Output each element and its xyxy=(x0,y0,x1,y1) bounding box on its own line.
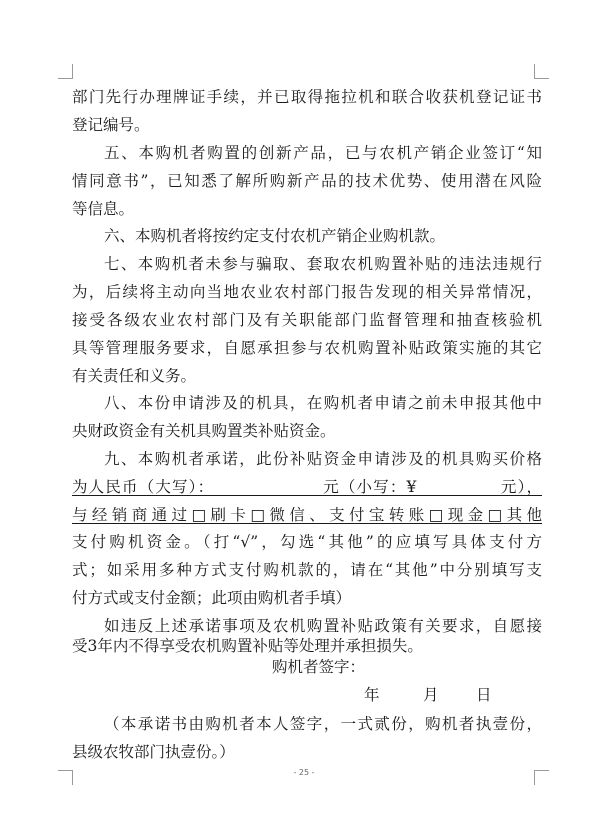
body-line: 受3年内不得享受农机购置补贴等处理并承担损失。 xyxy=(72,637,423,655)
clause-eight-line: 八、本份申请涉及的机具，在购机者申请之前未申报其他中 xyxy=(104,394,542,412)
body-line: 支付购机资金。（打“√”，勾选“其他”的应填写具体支付方 xyxy=(72,533,542,551)
clause-nine-line: 九、本购机者承诺，此份补贴资金申请涉及的机具购买价格 xyxy=(104,450,542,468)
crop-mark-top-left xyxy=(58,64,73,79)
body-line: 登记编号。 xyxy=(72,116,150,134)
closing-line: 如违反上述承诺事项及农机购置补贴政策有关要求，自愿接 xyxy=(104,617,542,635)
signature-label: 购机者签字： xyxy=(272,658,366,676)
body-line: 为，后续将主动向当地农业农村部门报告发现的相关异常情况， xyxy=(72,283,542,301)
body-line: 具等管理服务要求，自愿承担参与农机购置补贴政策实施的其它 xyxy=(72,339,542,357)
date-year: 年 xyxy=(364,686,380,704)
note-line: （本承诺书由购机者本人签字，一式贰份，购机者执壹份， xyxy=(104,715,542,733)
crop-mark-top-right xyxy=(534,64,549,79)
price-fill-line: 为人民币（大写）： 元（小写：¥ 元）， xyxy=(72,478,542,496)
page-number: - 25 - xyxy=(293,768,315,777)
payment-method-line: 与经销商通过□刷卡□微信、支付宝转账□现金□其他 xyxy=(72,506,542,524)
body-line: 接受各级农业农村部门及有关职能部门监督管理和抽查核验机 xyxy=(72,311,542,329)
body-line: 情同意书”，已知悉了解所购新产品的技术优势、使用潜在风险 xyxy=(72,172,542,190)
body-line: 央财政资金有关机具购置类补贴资金。 xyxy=(72,422,336,440)
body-line: 等信息。 xyxy=(72,200,135,218)
clause-six-line: 六、本购机者将按约定支付农机产销企业购机款。 xyxy=(104,227,446,245)
body-line: 有关责任和义务。 xyxy=(72,367,197,385)
body-line: 部门先行办理牌证手续，并已取得拖拉机和联合收获机登记证书 xyxy=(72,88,542,106)
note-line: 县级农牧部门执壹份。） xyxy=(72,743,235,761)
body-line: 式；如采用多种方式支付购机款的，请在“其他”中分别填写支 xyxy=(72,561,542,579)
clause-seven-line: 七、本购机者未参与骗取、套取农机购置补贴的违法违规行 xyxy=(104,255,542,273)
date-month: 月 xyxy=(423,686,439,704)
body-line: 付方式或支付金额；此项由购机者手填） xyxy=(72,589,352,607)
date-day: 日 xyxy=(476,686,492,704)
clause-five-line: 五、本购机者购置的创新产品，已与农机产销企业签订“知 xyxy=(104,144,542,162)
